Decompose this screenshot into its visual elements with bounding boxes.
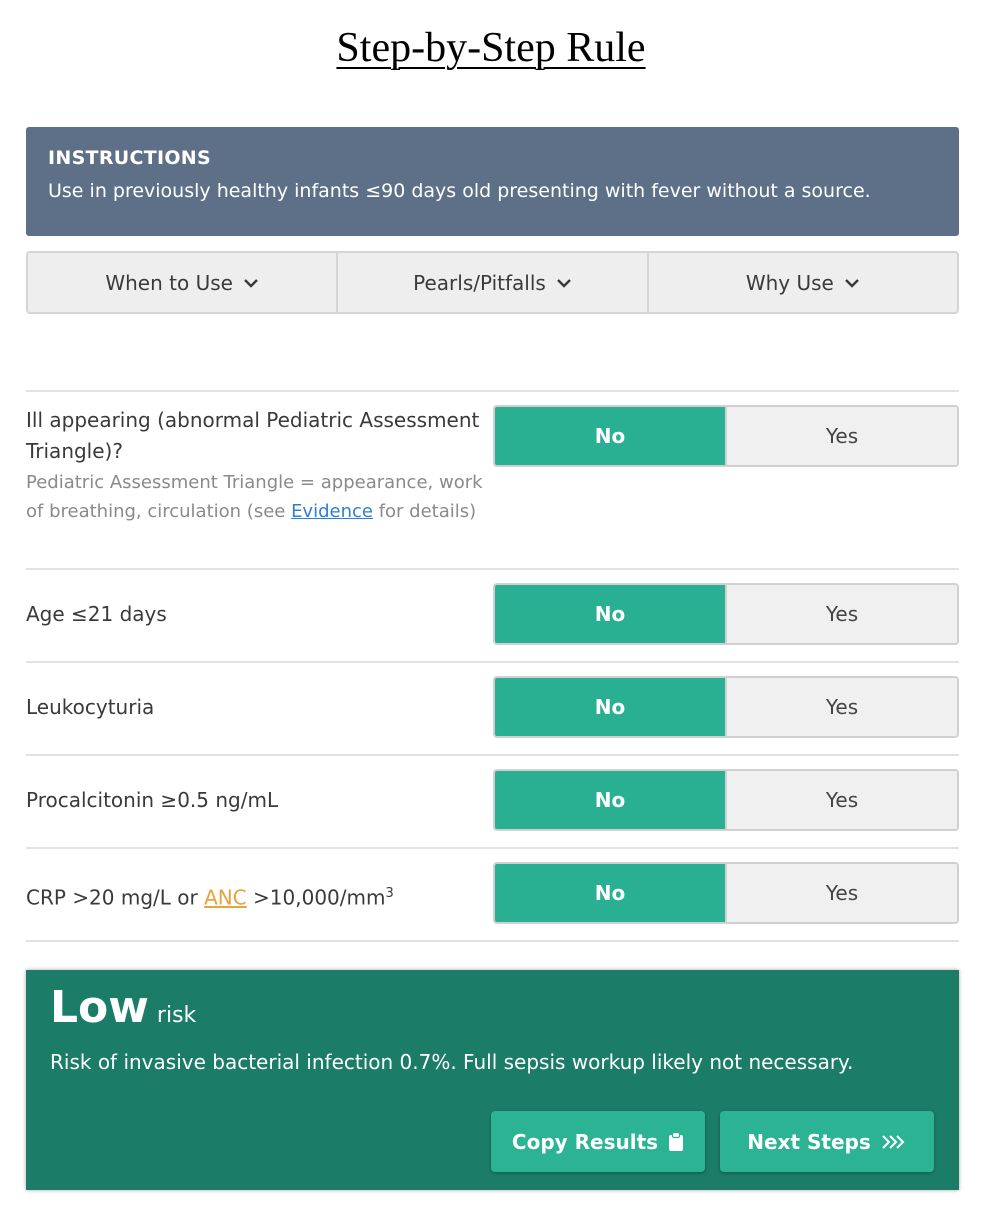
criterion-label: Leukocyturia [26, 695, 155, 719]
yes-option[interactable]: Yes [725, 864, 957, 922]
yes-option[interactable]: Yes [725, 585, 957, 643]
result-panel [26, 970, 959, 1190]
tab-label: Pearls/Pitfalls [413, 270, 546, 295]
age-toggle [493, 583, 959, 645]
help-text-suffix: for details) [372, 501, 477, 522]
yes-option[interactable]: Yes [725, 678, 957, 736]
crp-anc-toggle [493, 862, 959, 924]
procalcitonin-toggle [493, 769, 959, 831]
copy-results-label: Copy Results [511, 1129, 659, 1154]
next-steps-label: Next Steps [747, 1129, 871, 1154]
criterion-age [26, 568, 959, 661]
instructions-heading: INSTRUCTIONS [48, 147, 211, 169]
criterion-label [26, 405, 486, 526]
yes-option[interactable]: Yes [725, 771, 957, 829]
no-option[interactable]: No [495, 407, 725, 465]
clipboard-icon [668, 1132, 684, 1152]
next-steps-button[interactable] [720, 1111, 934, 1172]
criterion-ill-appearing [26, 390, 959, 568]
criterion-label: Age ≤21 days [26, 602, 167, 626]
triple-chevron-right-icon [881, 1134, 907, 1150]
anc-link[interactable]: ANC [204, 885, 247, 910]
label-prefix: CRP >20 mg/L or [26, 885, 205, 910]
criterion-label: Procalcitonin ≥0.5 ng/mL [26, 788, 279, 812]
risk-level: Low [50, 982, 149, 1033]
risk-score [50, 982, 196, 1033]
help-text-prefix: Pediatric Assessment Triangle = appearance, work of breathing, circulation (see [26, 472, 483, 522]
ill-appearing-toggle [493, 405, 959, 467]
chevron-down-icon [556, 278, 572, 288]
label-superscript: 3 [385, 886, 394, 901]
instructions-text: Use in previously healthy infants ≤90 days old presenting with fever without a source. [48, 180, 871, 202]
risk-level-suffix: risk [156, 1003, 197, 1028]
tab-label: Why Use [745, 270, 834, 295]
criterion-help-text [26, 468, 486, 526]
criterion-label-line2: Triangle)? [26, 439, 123, 463]
no-option[interactable]: No [495, 771, 725, 829]
criterion-procalcitonin [26, 754, 959, 847]
tab-why-use[interactable] [649, 253, 957, 312]
chevron-down-icon [243, 278, 259, 288]
instructions-panel [26, 127, 959, 236]
no-option[interactable]: No [495, 678, 725, 736]
no-option[interactable]: No [495, 585, 725, 643]
yes-option[interactable]: Yes [725, 407, 957, 465]
criterion-label [26, 878, 486, 914]
tab-when-to-use[interactable] [28, 253, 338, 312]
divider [26, 940, 959, 942]
criterion-leukocyturia [26, 661, 959, 754]
criterion-label-line1: Ill appearing (abnormal Pediatric Assessment [26, 408, 480, 432]
tab-label: When to Use [105, 270, 233, 295]
result-description: Risk of invasive bacterial infection 0.7%. Full sepsis workup likely not necessary. [50, 1050, 854, 1074]
info-tabs [26, 251, 959, 314]
evidence-link[interactable]: Evidence [291, 501, 373, 522]
copy-results-button[interactable] [491, 1111, 705, 1172]
chevron-down-icon [844, 278, 860, 288]
label-suffix: >10,000/mm [246, 885, 386, 910]
no-option[interactable]: No [495, 864, 725, 922]
tab-pearls-pitfalls[interactable] [338, 253, 648, 312]
page-title: Step-by-Step Rule [336, 25, 646, 71]
criterion-crp-anc [26, 847, 959, 940]
leukocyturia-toggle [493, 676, 959, 738]
